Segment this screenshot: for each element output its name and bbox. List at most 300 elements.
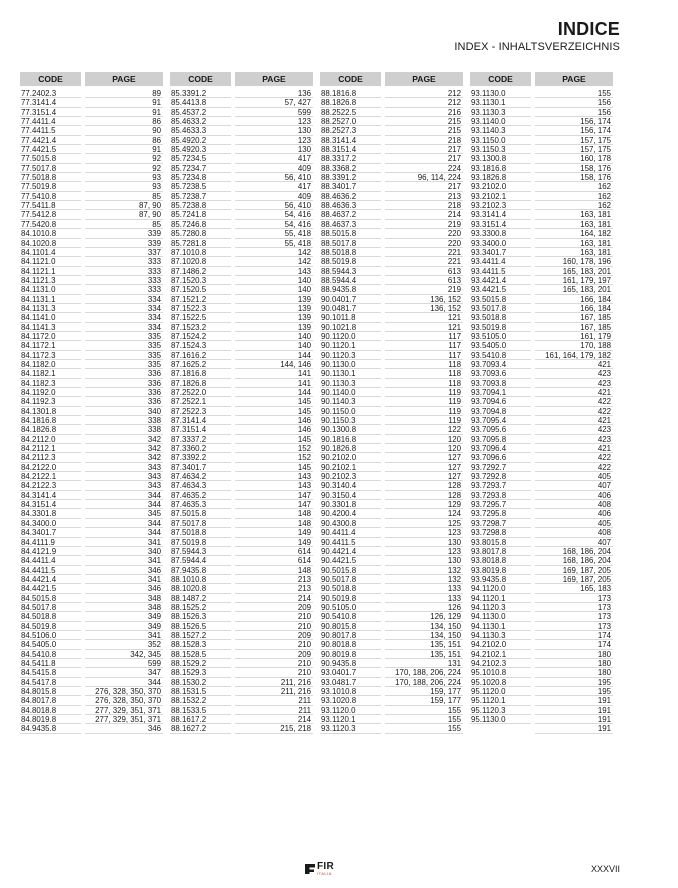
code-cell: 84.3151.4 <box>20 500 81 509</box>
code-cell: 88.5017.8 <box>320 239 381 248</box>
code-cell: 87.9435.8 <box>170 566 231 575</box>
code-cell: 88.1627.2 <box>170 724 231 733</box>
code-cell: 87.2522.0 <box>170 388 231 397</box>
code-cell: 84.2112.3 <box>20 453 81 462</box>
code-cell: 84.1131.1 <box>20 295 81 304</box>
code-cell: 87.1486.2 <box>170 267 231 276</box>
code-cell: 87.5018.8 <box>170 528 231 537</box>
code-cell: 84.1182.0 <box>20 360 81 369</box>
index-column-group <box>320 72 463 734</box>
code-cell: 87.1520.3 <box>170 276 231 285</box>
code-cell: 90.8018.8 <box>320 640 381 649</box>
code-cell: 94.2102.0 <box>470 640 531 649</box>
code-cell: 85.7234.5 <box>170 154 231 163</box>
code-cell: 88.3401.7 <box>320 182 381 191</box>
code-cell: 93.3400.0 <box>470 239 531 248</box>
page-cell: 127 <box>385 463 463 472</box>
page-cell: 214 <box>235 715 313 724</box>
code-cell: 77.5410.8 <box>20 192 81 201</box>
code-column <box>320 72 385 734</box>
page-cell: 407 <box>535 538 613 547</box>
page-cell: 339 <box>85 239 163 248</box>
page-cell: 93 <box>85 182 163 191</box>
page-cell: 128 <box>385 491 463 500</box>
page-cell: 169, 187, 205 <box>535 575 613 584</box>
page-cell: 123 <box>385 547 463 556</box>
code-cell: 85.7281.8 <box>170 239 231 248</box>
page-cell: 347 <box>85 668 163 677</box>
code-cell: 85.7234.7 <box>170 164 231 173</box>
code-cell: 88.1529.2 <box>170 659 231 668</box>
code-cell: 87.5015.8 <box>170 509 231 518</box>
code-cell: 93.7095.6 <box>470 425 531 434</box>
page-cell: 218 <box>385 201 463 210</box>
code-cell: 88.9435.8 <box>320 285 381 294</box>
page-cell: 422 <box>535 397 613 406</box>
code-cell: 93.7292.8 <box>470 472 531 481</box>
page-cell: 409 <box>235 164 313 173</box>
page-cell: 91 <box>85 108 163 117</box>
code-cell: 94.2102.3 <box>470 659 531 668</box>
code-cell: 85.4537.2 <box>170 108 231 117</box>
page-cell: 92 <box>85 154 163 163</box>
code-cell: 90.1816.8 <box>320 435 381 444</box>
page-cell: 409 <box>235 192 313 201</box>
code-cell: 88.5018.8 <box>320 248 381 257</box>
page-cell: 335 <box>85 360 163 369</box>
code-cell: 84.5405.0 <box>20 640 81 649</box>
code-cell: 87.1524.2 <box>170 332 231 341</box>
page-cell: 156 <box>535 98 613 107</box>
page-cell: 152 <box>235 453 313 462</box>
code-cell: 87.1010.8 <box>170 248 231 257</box>
code-cell: 93.7095.8 <box>470 435 531 444</box>
code-cell: 77.4421.4 <box>20 136 81 145</box>
code-cell: 85.7246.8 <box>170 220 231 229</box>
code-cell: 90.9435.8 <box>320 659 381 668</box>
page-cell: 126 <box>385 603 463 612</box>
page-cell: 180 <box>535 668 613 677</box>
page-cell: 143 <box>235 267 313 276</box>
code-cell: 87.5944.3 <box>170 547 231 556</box>
code-column-header: CODE <box>320 72 381 86</box>
code-cell: 90.1011.8 <box>320 313 381 322</box>
page-cell: 195 <box>535 687 613 696</box>
page-column-header: PAGE <box>85 72 163 86</box>
code-cell: 93.1020.8 <box>320 696 381 705</box>
page-cell: 338 <box>85 425 163 434</box>
page-cell: 209 <box>235 603 313 612</box>
code-cell: 84.3401.7 <box>20 528 81 537</box>
code-cell: 90.1826.8 <box>320 444 381 453</box>
page-cell: 156, 174 <box>535 117 613 126</box>
page-cell: 180 <box>535 650 613 659</box>
code-cell: 77.5019.8 <box>20 182 81 191</box>
page-cell: 90 <box>85 126 163 135</box>
code-cell: 84.1192.3 <box>20 397 81 406</box>
page-cell: 213 <box>235 575 313 584</box>
code-cell: 77.4411.4 <box>20 117 81 126</box>
page-cell: 85 <box>85 220 163 229</box>
code-cell: 84.5018.8 <box>20 612 81 621</box>
page-cell: 141 <box>235 379 313 388</box>
page-cell: 210 <box>235 640 313 649</box>
code-cell: 93.1140.3 <box>470 126 531 135</box>
page-cell: 211 <box>235 706 313 715</box>
code-cell: 93.2102.0 <box>470 182 531 191</box>
page-cell: 599 <box>235 108 313 117</box>
code-cell: 93.1150.3 <box>470 145 531 154</box>
page-cell: 56, 410 <box>235 173 313 182</box>
page-cell: 613 <box>385 267 463 276</box>
page-cell: 212 <box>385 98 463 107</box>
page-cell: 129 <box>385 500 463 509</box>
page-cell: 335 <box>85 351 163 360</box>
code-cell: 84.1131.3 <box>20 304 81 313</box>
page-cell: 213 <box>385 192 463 201</box>
page-cell: 160, 178, 196 <box>535 257 613 266</box>
code-cell: 88.1531.5 <box>170 687 231 696</box>
code-cell: 87.4634.2 <box>170 472 231 481</box>
page-cell: 170, 188, 206, 224 <box>385 678 463 687</box>
page-cell: 408 <box>535 500 613 509</box>
code-cell: 88.5944.4 <box>320 276 381 285</box>
page-cell: 334 <box>85 313 163 322</box>
code-cell: 84.1020.8 <box>20 239 81 248</box>
page-cell: 168, 186, 204 <box>535 547 613 556</box>
code-cell: 90.1130.1 <box>320 369 381 378</box>
code-cell: 93.8018.8 <box>470 556 531 565</box>
code-cell: 88.1527.2 <box>170 631 231 640</box>
code-cell: 84.1816.8 <box>20 416 81 425</box>
code-cell: 84.2122.0 <box>20 463 81 472</box>
code-cell: 93.7292.7 <box>470 463 531 472</box>
code-cell: 87.1020.8 <box>170 257 231 266</box>
code-cell: 87.1625.2 <box>170 360 231 369</box>
code-cell: 84.2112.0 <box>20 435 81 444</box>
code-cell: 90.8015.8 <box>320 622 381 631</box>
code-cell: 93.7293.7 <box>470 481 531 490</box>
code-cell: 93.1150.0 <box>470 136 531 145</box>
page-cell: 406 <box>535 491 613 500</box>
code-cell: 95.1120.3 <box>470 706 531 715</box>
code-cell: 77.2402.3 <box>20 89 81 98</box>
page-subtitle: INDEX - INHALTSVERZEICHNIS <box>454 41 620 53</box>
code-cell: 88.5944.3 <box>320 267 381 276</box>
page-cell: 162 <box>535 201 613 210</box>
page-cell: 341 <box>85 575 163 584</box>
code-cell: 93.7095.4 <box>470 416 531 425</box>
page-cell: 344 <box>85 528 163 537</box>
page-cell: 348 <box>85 594 163 603</box>
page-cell: 144 <box>235 351 313 360</box>
page-cell: 614 <box>235 547 313 556</box>
page-cell: 336 <box>85 397 163 406</box>
page-cell: 140 <box>235 276 313 285</box>
page-cell: 127 <box>385 453 463 462</box>
page-cell: 155 <box>385 715 463 724</box>
code-cell: 87.3360.2 <box>170 444 231 453</box>
code-cell: 87.4634.3 <box>170 481 231 490</box>
page-cell: 145 <box>235 435 313 444</box>
page-cell: 91 <box>85 98 163 107</box>
code-cell: 84.1141.0 <box>20 313 81 322</box>
page-cell: 215 <box>385 117 463 126</box>
index-column-group <box>470 72 613 734</box>
page-cell: 136, 152 <box>385 304 463 313</box>
page-cell: 406 <box>535 509 613 518</box>
page-cell: 149 <box>235 538 313 547</box>
code-cell: 93.5410.8 <box>470 351 531 360</box>
page-cell: 210 <box>235 668 313 677</box>
index-column-group <box>20 72 163 734</box>
code-cell: 84.3400.0 <box>20 519 81 528</box>
code-cell: 88.1532.2 <box>170 696 231 705</box>
page-cell: 156 <box>535 108 613 117</box>
code-cell: 85.4633.2 <box>170 117 231 126</box>
page-cell: 118 <box>385 369 463 378</box>
page-cell: 155 <box>385 724 463 733</box>
page-cell: 421 <box>535 388 613 397</box>
page-cell: 160, 178 <box>535 154 613 163</box>
page-cell: 180 <box>535 659 613 668</box>
page-cell: 173 <box>535 612 613 621</box>
code-cell: 93.7295.8 <box>470 509 531 518</box>
page-cell: 119 <box>385 416 463 425</box>
code-cell: 90.2102.3 <box>320 472 381 481</box>
code-cell: 90.1150.3 <box>320 416 381 425</box>
code-cell: 84.1182.3 <box>20 379 81 388</box>
code-cell: 93.7094.8 <box>470 407 531 416</box>
code-cell: 90.5015.8 <box>320 566 381 575</box>
code-cell: 88.1526.5 <box>170 622 231 631</box>
page-cell: 218 <box>385 136 463 145</box>
page-cell: 119 <box>385 407 463 416</box>
code-cell: 87.3401.7 <box>170 463 231 472</box>
page-cell: 191 <box>535 706 613 715</box>
code-cell: 85.4633.3 <box>170 126 231 135</box>
code-column <box>170 72 235 734</box>
page-column-header: PAGE <box>535 72 613 86</box>
page-cell: 341 <box>85 631 163 640</box>
code-cell: 84.4411.4 <box>20 556 81 565</box>
code-cell: 84.5411.8 <box>20 659 81 668</box>
page-cell: 158, 176 <box>535 164 613 173</box>
page-cell: 146 <box>235 416 313 425</box>
code-cell: 84.4111.9 <box>20 538 81 547</box>
page-cell: 161, 179 <box>535 332 613 341</box>
page-cell: 211, 216 <box>235 687 313 696</box>
code-cell: 88.5019.8 <box>320 257 381 266</box>
code-cell: 77.5420.8 <box>20 220 81 229</box>
page-cell: 346 <box>85 566 163 575</box>
page-cell: 117 <box>385 341 463 350</box>
code-cell: 84.8019.8 <box>20 715 81 724</box>
page-cell: 87, 90 <box>85 201 163 210</box>
code-cell: 90.4300.8 <box>320 519 381 528</box>
page-cell: 157, 175 <box>535 136 613 145</box>
page-cell: 342, 345 <box>85 650 163 659</box>
page-cell: 120 <box>385 444 463 453</box>
code-cell: 88.1533.5 <box>170 706 231 715</box>
page-cell: 165, 183 <box>535 584 613 593</box>
code-cell: 93.5019.8 <box>470 323 531 332</box>
code-cell: 84.8018.8 <box>20 706 81 715</box>
page-cell: 341 <box>85 538 163 547</box>
page-cell: 128 <box>385 481 463 490</box>
page-cell: 423 <box>535 379 613 388</box>
code-cell: 95.1120.1 <box>470 696 531 705</box>
code-cell: 93.7293.8 <box>470 491 531 500</box>
code-cell: 87.1521.2 <box>170 295 231 304</box>
page-cell: 87, 90 <box>85 210 163 219</box>
code-column-header: CODE <box>170 72 231 86</box>
code-cell: 88.3368.2 <box>320 164 381 173</box>
code-cell: 90.2102.1 <box>320 463 381 472</box>
code-cell: 88.2522.5 <box>320 108 381 117</box>
page-cell: 166, 184 <box>535 295 613 304</box>
page-cell: 340 <box>85 407 163 416</box>
page-cell: 217 <box>385 145 463 154</box>
page-cell: 136, 152 <box>385 295 463 304</box>
page-cell: 158, 176 <box>535 173 613 182</box>
code-cell: 87.1816.8 <box>170 369 231 378</box>
code-cell: 93.2102.1 <box>470 192 531 201</box>
code-cell: 95.1020.8 <box>470 678 531 687</box>
code-cell: 87.3392.2 <box>170 453 231 462</box>
code-cell: 88.3151.4 <box>320 145 381 154</box>
page-cell: 405 <box>535 519 613 528</box>
code-cell: 93.1120.3 <box>320 724 381 733</box>
page-cell: 195 <box>535 678 613 687</box>
code-cell: 88.1617.2 <box>170 715 231 724</box>
code-cell: 88.4637.2 <box>320 210 381 219</box>
page-cell: 147 <box>235 500 313 509</box>
code-cell: 84.4421.5 <box>20 584 81 593</box>
code-cell: 85.4920.2 <box>170 136 231 145</box>
code-cell: 93.1120.0 <box>320 706 381 715</box>
code-cell: 84.1172.0 <box>20 332 81 341</box>
page-cell: 167, 185 <box>535 313 613 322</box>
code-column-header: CODE <box>20 72 81 86</box>
page-cell: 405 <box>535 472 613 481</box>
page-cell: 211 <box>235 696 313 705</box>
code-cell: 84.5410.8 <box>20 650 81 659</box>
page-cell: 421 <box>535 444 613 453</box>
page-cell: 55, 418 <box>235 239 313 248</box>
code-cell: 95.1120.0 <box>470 687 531 696</box>
code-cell: 93.5405.0 <box>470 341 531 350</box>
code-cell: 77.4411.5 <box>20 126 81 135</box>
page-cell: 155 <box>385 706 463 715</box>
code-column <box>20 72 85 734</box>
code-cell: 88.1010.8 <box>170 575 231 584</box>
code-cell: 90.1130.3 <box>320 379 381 388</box>
code-cell: 84.3301.8 <box>20 509 81 518</box>
page-cell: 423 <box>535 435 613 444</box>
code-cell: 90.4411.5 <box>320 538 381 547</box>
page-cell: 163, 181 <box>535 210 613 219</box>
page-cell: 336 <box>85 379 163 388</box>
page-cell: 276, 328, 350, 370 <box>85 687 163 696</box>
page-cell: 170, 188, 206, 224 <box>385 668 463 677</box>
code-cell: 84.5015.8 <box>20 594 81 603</box>
page-cell: 86 <box>85 117 163 126</box>
code-cell: 93.9435.8 <box>470 575 531 584</box>
page-cell: 613 <box>385 276 463 285</box>
code-cell: 93.8015.8 <box>470 538 531 547</box>
page-cell: 123 <box>235 117 313 126</box>
code-cell: 88.1487.2 <box>170 594 231 603</box>
code-cell: 88.1525.2 <box>170 603 231 612</box>
code-cell: 87.4635.3 <box>170 500 231 509</box>
page-cell: 163, 181 <box>535 248 613 257</box>
page-cell: 336 <box>85 369 163 378</box>
code-cell: 77.4421.5 <box>20 145 81 154</box>
page-cell: 209 <box>235 650 313 659</box>
page-cell: 57, 427 <box>235 98 313 107</box>
code-cell: 87.1826.8 <box>170 379 231 388</box>
page-cell: 133 <box>385 594 463 603</box>
page-cell: 422 <box>535 407 613 416</box>
page-cell: 124 <box>385 509 463 518</box>
page-cell: 119 <box>385 388 463 397</box>
code-cell: 93.0481.7 <box>320 678 381 687</box>
code-cell: 94.1120.3 <box>470 603 531 612</box>
page-cell: 139 <box>235 313 313 322</box>
code-cell: 90.5105.0 <box>320 603 381 612</box>
page-cell: 130 <box>235 126 313 135</box>
page-cell: 421 <box>535 416 613 425</box>
page-cell: 135, 151 <box>385 650 463 659</box>
code-cell: 84.8015.8 <box>20 687 81 696</box>
code-cell: 90.3301.8 <box>320 500 381 509</box>
code-cell: 87.1523.2 <box>170 323 231 332</box>
code-cell: 93.1120.1 <box>320 715 381 724</box>
code-cell: 90.1120.3 <box>320 351 381 360</box>
page-cell: 214 <box>385 210 463 219</box>
page-cell: 119 <box>385 397 463 406</box>
page-cell: 56, 410 <box>235 201 313 210</box>
page-cell: 117 <box>385 351 463 360</box>
page-cell: 140 <box>235 341 313 350</box>
page-cell: 135, 151 <box>385 640 463 649</box>
code-cell: 90.4421.4 <box>320 547 381 556</box>
page-cell: 352 <box>85 640 163 649</box>
page-cell: 126, 129 <box>385 612 463 621</box>
code-cell: 93.5015.8 <box>470 295 531 304</box>
page-cell: 342 <box>85 435 163 444</box>
code-cell: 90.0401.7 <box>320 295 381 304</box>
page-cell: 145 <box>235 397 313 406</box>
page-cell: 335 <box>85 332 163 341</box>
code-cell: 84.5106.0 <box>20 631 81 640</box>
code-cell: 90.1130.0 <box>320 360 381 369</box>
page-cell: 215 <box>385 126 463 135</box>
code-cell: 88.3317.2 <box>320 154 381 163</box>
code-cell: 88.1816.8 <box>320 89 381 98</box>
page-cell: 162 <box>535 192 613 201</box>
page-cell: 123 <box>385 528 463 537</box>
code-cell: 77.5412.8 <box>20 210 81 219</box>
code-cell: 90.2102.0 <box>320 453 381 462</box>
page-cell: 162 <box>535 182 613 191</box>
code-cell: 90.1140.3 <box>320 397 381 406</box>
code-cell: 84.1172.3 <box>20 351 81 360</box>
code-cell: 85.7238.7 <box>170 192 231 201</box>
code-cell: 90.5019.8 <box>320 594 381 603</box>
code-cell: 90.8019.8 <box>320 650 381 659</box>
